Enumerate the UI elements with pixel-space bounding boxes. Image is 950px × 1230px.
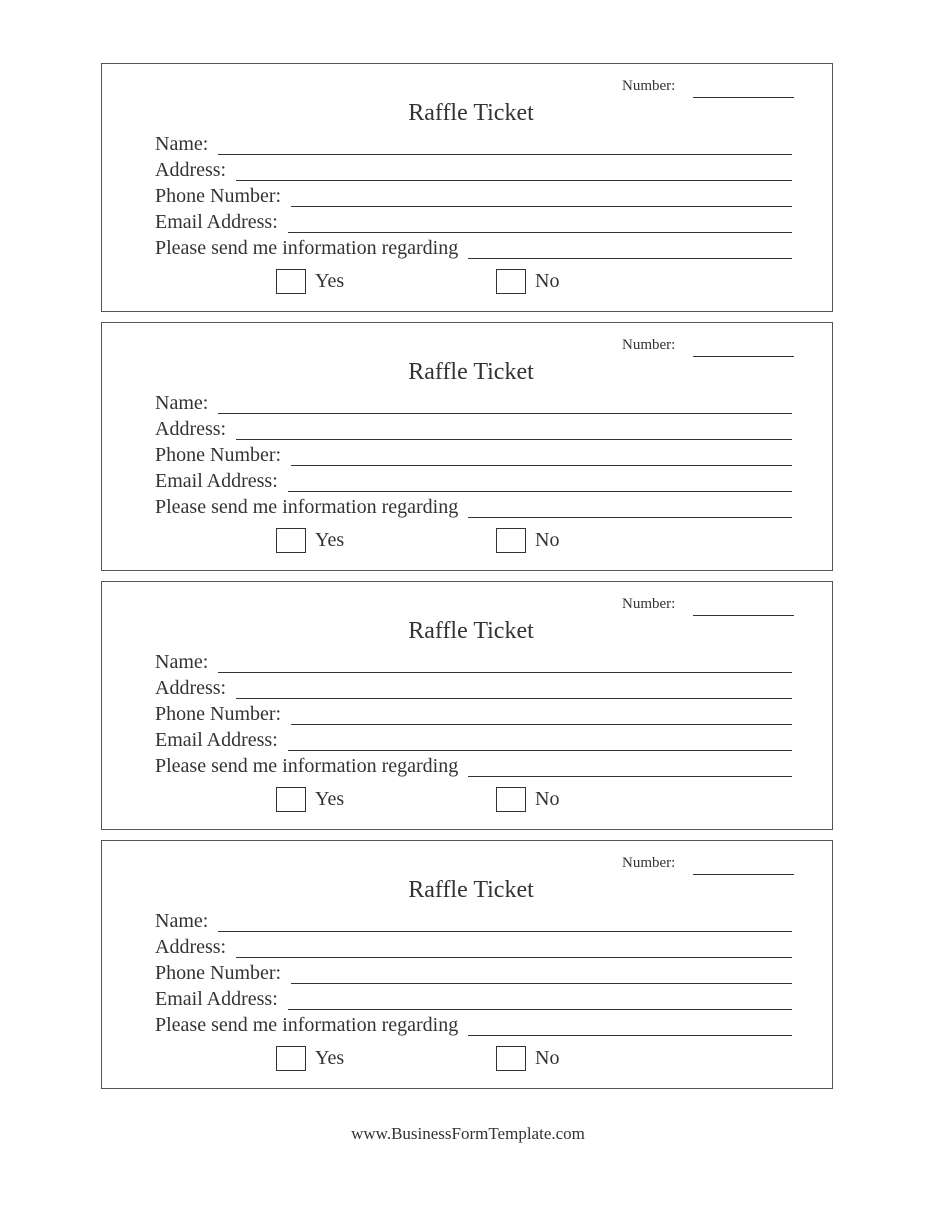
number-label: Number:: [622, 78, 676, 94]
number-field[interactable]: [693, 356, 794, 357]
name-label: Name:: [155, 392, 209, 414]
email-label: Email Address:: [155, 211, 278, 233]
no-label: No: [535, 788, 560, 810]
yes-option[interactable]: [276, 528, 344, 553]
name-field[interactable]: [155, 648, 792, 674]
email-line[interactable]: [288, 231, 792, 233]
info-field[interactable]: [155, 493, 792, 519]
phone-label: Phone Number:: [155, 962, 282, 984]
email-field[interactable]: [155, 208, 792, 234]
number-label: Number:: [622, 337, 676, 353]
footer-website: www.BusinessFormTemplate.com: [351, 1124, 585, 1143]
ticket-title: Raffle Ticket: [408, 100, 534, 126]
yes-label: Yes: [315, 1047, 345, 1069]
yes-checkbox[interactable]: [276, 1046, 306, 1071]
email-line[interactable]: [288, 1008, 792, 1010]
number-field[interactable]: [693, 97, 794, 98]
phone-field[interactable]: [155, 441, 792, 467]
number-label: Number:: [622, 596, 676, 612]
address-label: Address:: [155, 677, 227, 699]
email-field[interactable]: [155, 726, 792, 752]
info-field[interactable]: [155, 752, 792, 778]
info-line[interactable]: [468, 775, 792, 777]
no-option[interactable]: [496, 269, 559, 294]
email-label: Email Address:: [155, 988, 278, 1010]
yes-checkbox[interactable]: [276, 269, 306, 294]
yes-checkbox[interactable]: [276, 528, 306, 553]
name-field[interactable]: [155, 130, 792, 156]
phone-line[interactable]: [291, 464, 792, 466]
name-line[interactable]: [218, 671, 792, 673]
info-line[interactable]: [468, 516, 792, 518]
yes-option[interactable]: [276, 269, 344, 294]
phone-line[interactable]: [291, 723, 792, 725]
number-field[interactable]: [693, 874, 794, 875]
name-line[interactable]: [218, 153, 792, 155]
yes-option[interactable]: [276, 787, 344, 812]
address-field[interactable]: [155, 674, 792, 700]
info-label: Please send me information regarding: [155, 496, 459, 518]
ticket-title: Raffle Ticket: [408, 618, 534, 644]
yes-label: Yes: [315, 270, 345, 292]
name-field[interactable]: [155, 389, 792, 415]
info-line[interactable]: [468, 1034, 792, 1036]
info-label: Please send me information regarding: [155, 1014, 459, 1036]
number-label: Number:: [622, 855, 676, 871]
yes-checkbox[interactable]: [276, 787, 306, 812]
email-field[interactable]: [155, 467, 792, 493]
address-label: Address:: [155, 159, 227, 181]
no-label: No: [535, 529, 560, 551]
email-line[interactable]: [288, 749, 792, 751]
raffle-ticket-4: [101, 840, 833, 1089]
yes-option[interactable]: [276, 1046, 344, 1071]
phone-field[interactable]: [155, 700, 792, 726]
info-field[interactable]: [155, 234, 792, 260]
phone-field[interactable]: [155, 959, 792, 985]
yes-label: Yes: [315, 788, 345, 810]
address-field[interactable]: [155, 933, 792, 959]
address-line[interactable]: [236, 179, 792, 181]
name-label: Name:: [155, 651, 209, 673]
no-label: No: [535, 1047, 560, 1069]
raffle-ticket-3: [101, 581, 833, 830]
address-label: Address:: [155, 936, 227, 958]
no-option[interactable]: [496, 1046, 559, 1071]
no-checkbox[interactable]: [496, 1046, 526, 1071]
raffle-ticket-2: [101, 322, 833, 571]
no-label: No: [535, 270, 560, 292]
address-field[interactable]: [155, 156, 792, 182]
address-line[interactable]: [236, 956, 792, 958]
phone-label: Phone Number:: [155, 703, 282, 725]
name-label: Name:: [155, 910, 209, 932]
info-label: Please send me information regarding: [155, 237, 459, 259]
ticket-title: Raffle Ticket: [408, 359, 534, 385]
email-line[interactable]: [288, 490, 792, 492]
no-option[interactable]: [496, 528, 559, 553]
raffle-ticket-1: [101, 63, 833, 312]
no-checkbox[interactable]: [496, 787, 526, 812]
phone-line[interactable]: [291, 205, 792, 207]
name-field[interactable]: [155, 907, 792, 933]
address-field[interactable]: [155, 415, 792, 441]
phone-label: Phone Number:: [155, 185, 282, 207]
info-label: Please send me information regarding: [155, 755, 459, 777]
address-line[interactable]: [236, 438, 792, 440]
number-field[interactable]: [693, 615, 794, 616]
name-line[interactable]: [218, 412, 792, 414]
no-checkbox[interactable]: [496, 269, 526, 294]
name-label: Name:: [155, 133, 209, 155]
phone-label: Phone Number:: [155, 444, 282, 466]
address-label: Address:: [155, 418, 227, 440]
phone-line[interactable]: [291, 982, 792, 984]
email-field[interactable]: [155, 985, 792, 1011]
yes-label: Yes: [315, 529, 345, 551]
phone-field[interactable]: [155, 182, 792, 208]
no-option[interactable]: [496, 787, 559, 812]
email-label: Email Address:: [155, 470, 278, 492]
info-field[interactable]: [155, 1011, 792, 1037]
name-line[interactable]: [218, 930, 792, 932]
ticket-title: Raffle Ticket: [408, 877, 534, 903]
address-line[interactable]: [236, 697, 792, 699]
info-line[interactable]: [468, 257, 792, 259]
email-label: Email Address:: [155, 729, 278, 751]
no-checkbox[interactable]: [496, 528, 526, 553]
